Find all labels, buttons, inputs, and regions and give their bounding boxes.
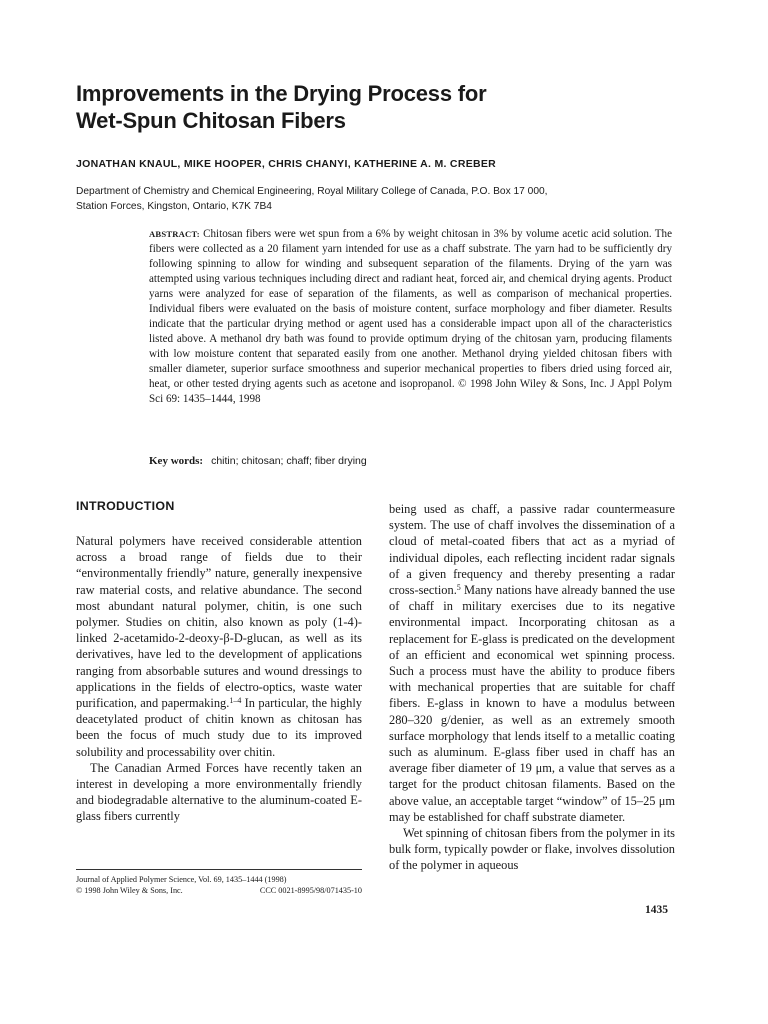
affiliation-line-1: Department of Chemistry and Chemical Engineering, Royal Military College of Canada, P.O. Box 17 000, [76,186,548,197]
abstract-citation: © 1998 John Wiley & Sons, Inc. J Appl Polym Sci 69: 1435–1444, 1998 [149,378,672,405]
journal-footnote [76,874,362,896]
left-column [76,533,362,825]
footnote-divider [76,869,362,870]
intro-paragraph-1 [76,533,362,760]
footnote-copyright: © 1998 John Wiley & Sons, Inc. [76,886,183,895]
abstract [149,227,672,407]
intro-paragraph-3-tail: Many nations have already banned the use of chaff in military exercises due to its negative environmental impact. Incorporating chitosan as a replacement for E-glass is predicated on the development of an efficient and economical wet spinning process. Such a process must have the ability to produce fibers with mechanical properties that are suitable for chaff fibers. E-glass in known to have a modulus between 280–320 g/denier, as well as an extremely smooth surface morphology that lends itself to a metallic coating such as aluminum. E-glass fiber used in chaff has an average fiber diameter of 19 μm, a value that serves as a target for the product chitosan filaments. Based on the above value, an acceptable target “window” of 15–25 μm may be established for chaff substrate diameter. [389,583,675,824]
introduction-heading: INTRODUCTION [76,499,175,513]
paper-title-line-2: Wet-Spun Chitosan Fibers [76,108,346,133]
citation-ref-5: 5 [456,583,461,593]
citation-ref-1-4: 1–4 [229,696,242,706]
author-list: JONATHAN KNAUL, MIKE HOOPER, CHRIS CHANYI, KATHERINE A. M. CREBER [76,158,497,170]
paper-title-line-1: Improvements in the Drying Process for [76,81,487,106]
intro-paragraph-3-text: being used as chaff, a passive radar countermeasure system. The use of chaff involves the dissemination of a cloud of metal-coated fibers that act as a myriad of individual dipoles, each reflecting incident radar signals of a given frequency and thereby presenting a radar cross-section. [389,502,675,598]
intro-paragraph-2: The Canadian Armed Forces have recently taken an interest in developing a more environmentally friendly and biodegradable alternative to the aluminum-coated E-glass fibers currently [76,760,362,824]
keywords [149,455,367,467]
affiliation-line-2: Station Forces, Kingston, Ontario, K7K 7B4 [76,201,272,212]
intro-paragraph-3 [389,501,675,825]
paper-title [76,80,636,134]
affiliation [76,184,636,214]
footnote-copyright-row [76,885,362,896]
keywords-values: chitin; chitosan; chaff; fiber drying [211,455,367,467]
intro-paragraph-1-tail: In particular, the highly deacetylated product of chitin known as chitosan has been the focus of much study due to its improved solubility and processability over chitin. [76,696,362,759]
keywords-heading: Key words: [149,455,204,467]
abstract-heading: ABSTRACT: [149,229,200,239]
footnote-ccc-code: CCC 0021-8995/98/071435-10 [259,886,362,895]
page-number: 1435 [645,904,668,916]
intro-paragraph-1-text: Natural polymers have received considerable attention across a broad range of fields due to their “environmentally friendly” nature, generally inexpensive raw material costs, and relative abundance. The second most abundant natural polymer, chitin, is one such polymer. Studies on chitin, also known as poly (1-4)-linked 2-acetamido-2-deoxy-β-D-glucan, as well as its derivatives, have led to the development of applications ranging from absorbable sutures and wound dressings to applications in the fields of electro-optics, waste water purification, and papermaking. [76,534,362,711]
intro-paragraph-4: Wet spinning of chitosan fibers from the polymer in its bulk form, typically powder or flake, involves dissolution of the polymer in aqueous [389,826,675,873]
right-column [389,501,675,874]
footnote-journal-line: Journal of Applied Polymer Science, Vol. 69, 1435–1444 (1998) [76,875,287,884]
abstract-body: Chitosan fibers were wet spun from a 6% by weight chitosan in 3% by volume acetic acid solution. The fibers were collected as a 20 filament yarn intended for use as a chaff substrate. The yarn had to be sufficiently dry following spinning to allow for winding and subsequent separation of the filaments. Drying of the yarn was attempted using various techniques including direct and radiant heat, forced air, and chemical drying agents. Product yarns were analyzed for ease of separation of the filaments, as well as comparison of mechanical properties. Individual fibers were evaluated on the basis of moisture content, surface morphology and fiber diameter. Results indicate that the particular drying method or agent used has a considerable impact upon all of the characteristics listed above. A methanol dry bath was found to provide optimum drying of the chitosan yarn, producing filaments with low moisture content that separated easily from one another. Methanol drying yielded chitosan fibers with smaller diameter, superior surface smoothness and superior mechanical properties to fibers dried using forced air, heat, or other tested drying agents such as acetone and isopropanol. [149,228,672,390]
